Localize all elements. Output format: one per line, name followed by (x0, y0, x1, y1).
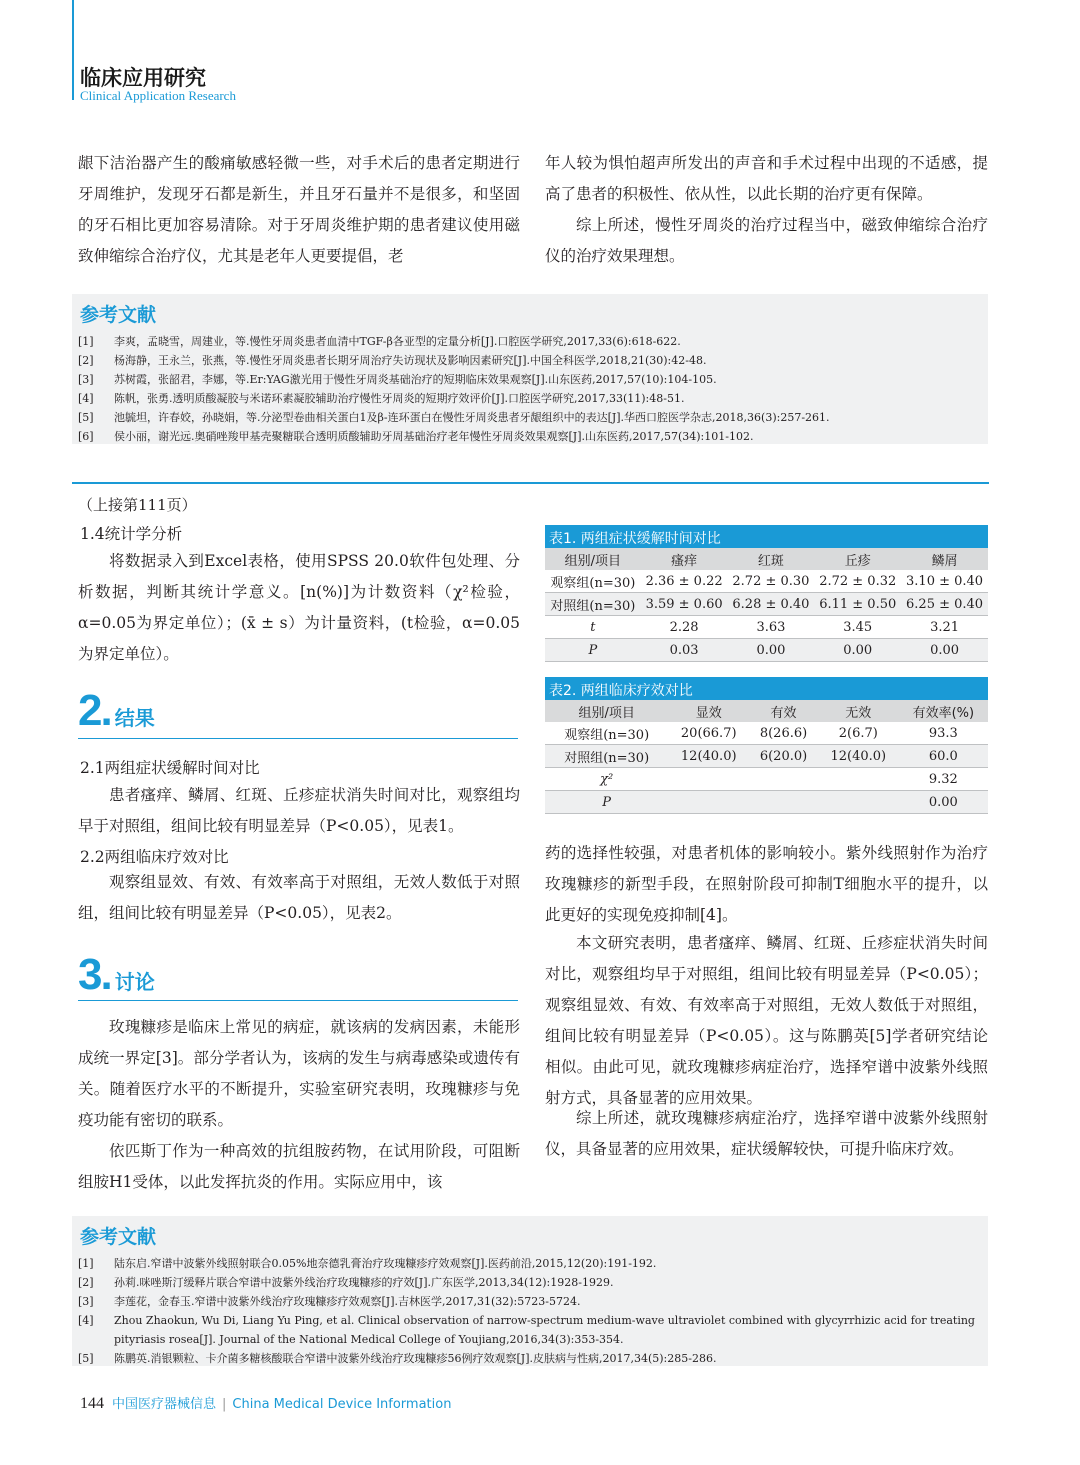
reference-item: [5] 池毓坦，许春姣，孙晓娟，等.分泌型卷曲相关蛋白1及β-连环蛋白在慢性牙周炎患者牙龈组织中的表达[J].华西口腔医学杂志,2018,36(3):257-261. (78, 411, 830, 424)
references-title: 参考文献 (80, 1226, 157, 1248)
table-header: 有效率(%) (899, 700, 988, 722)
reference-item: [3] 李莲花，金春玉.窄谱中波紫外线治疗玫瑰糠疹疗效观察[J].吉林医学,2017,31(32):5723-5724. (78, 1295, 581, 1308)
journal-name-en: China Medical Device Information (232, 1397, 452, 1412)
table-cell: 2(6.7) (818, 722, 899, 745)
table-cell: 6.11 ± 0.50 (814, 593, 901, 616)
table-cell (818, 791, 899, 814)
section-header-en: Clinical Application Research (80, 88, 236, 103)
table-cell: 2.36 ± 0.22 (641, 570, 728, 593)
table-row (545, 745, 988, 768)
table-cell: t (545, 616, 641, 639)
table-cell: P (545, 639, 641, 662)
table-cell: 对照组(n=30) (545, 593, 641, 616)
journal-name-cn: 中国医疗器械信息 (112, 1397, 217, 1412)
footer-separator: | (222, 1397, 227, 1412)
subsection-2-1-text: 患者瘙痒、鳞屑、红斑、丘疹症状消失时间对比，观察组均早于对照组，组间比较有明显差异（P<0.05），见表1。 (78, 786, 520, 835)
table-cell (668, 768, 749, 791)
table-cell: 9.32 (899, 768, 988, 791)
table-cell: 3.59 ± 0.60 (641, 593, 728, 616)
table-cell: 对照组(n=30) (545, 745, 668, 768)
table-row (545, 616, 988, 639)
reference-item: [1] 陆东启.窄谱中波紫外线照射联合0.05%地奈德乳膏治疗玫瑰糠疹疗效观察[J].医药前沿,2015,12(20):191-192. (78, 1257, 657, 1270)
subsection-2-2-title: 2.2两组临床疗效对比 (80, 848, 229, 866)
reference-item: [3] 苏树霞，张韶君，李娜，等.Er:YAG激光用于慢性牙周炎基础治疗的短期临床效果观察[J].山东医药,2017,57(10):104-105. (78, 373, 717, 386)
table-cell: 2.72 ± 0.30 (728, 570, 815, 593)
table-cell: 观察组(n=30) (545, 570, 641, 593)
table-cell: 2.72 ± 0.32 (814, 570, 901, 593)
table-cell: 观察组(n=30) (545, 722, 668, 745)
table-row (545, 639, 988, 662)
references-list-2 (78, 1254, 978, 1368)
reference-item: [2] 杨海静，王永兰，张燕，等.慢性牙周炎患者长期牙周治疗失访现状及影响因素研究[J].中国全科医学,2018,21(30):42-48. (78, 354, 707, 367)
reference-item: [2] 孙莉.咪唑斯汀缓释片联合窄谱中波紫外线治疗玫瑰糠疹的疗效[J].广东医学,2013,34(12):1928-1929. (78, 1276, 614, 1289)
table-header: 无效 (818, 700, 899, 722)
discussion-paragraph-1: 玫瑰糠疹是临床上常见的病症，就该病的发病因素，未能形成统一界定[3]。部分学者认为，该病的发生与病毒感染或遗传有关。随着医疗水平的不断提升，实验室研究表明，玫瑰糠疹与免疫功能有密切的联系。 (78, 1018, 520, 1129)
table-row (545, 722, 988, 745)
top-right-paragraph-2: 综上所述，慢性牙周炎的治疗过程当中，磁致伸缩综合治疗仪的治疗效果理想。 (545, 216, 988, 265)
table-header: 丘疹 (814, 548, 901, 570)
table-cell: 3.10 ± 0.40 (901, 570, 988, 593)
reference-item: [4] 陈帆，张勇.透明质酸凝胶与米诺环素凝胶辅助治疗慢性牙周炎的短期疗效评价[J].口腔医学研究,2017,33(11):48-51. (78, 392, 685, 405)
table-cell: 2.28 (641, 616, 728, 639)
right-paragraph-2: 本文研究表明，患者瘙痒、鳞屑、红斑、丘疹症状消失时间对比，观察组均早于对照组，组间比较有明显差异（P<0.05）；观察组显效、有效、有效率高于对照组，无效人数低于对照组，组间比较有明显差异（P<0.05）。这与陈鹏英[5]学者研究结论相似。由此可见，就玫瑰糠疹病症治疗，选择窄谱中波紫外线照射方式，具备显著的应用效果。 (545, 934, 988, 1107)
references-title: 参考文献 (80, 304, 157, 326)
continued-note: （上接第111页） (78, 496, 197, 514)
table-cell: 12(40.0) (818, 745, 899, 768)
table-cell: 6.25 ± 0.40 (901, 593, 988, 616)
subsection-1-4-title: 1.4统计学分析 (80, 525, 183, 543)
section-2-heading (78, 686, 155, 736)
reference-item: [5] 陈鹏英.消银颗粒、卡介菌多糖核酸联合窄谱中波紫外线治疗玫瑰糠疹56例疗效观察[J].皮肤病与性病,2017,34(5):285-286. (78, 1352, 717, 1365)
table-cell: 60.0 (899, 745, 988, 768)
subsection-2-2-text: 观察组显效、有效、有效率高于对照组，无效人数低于对照组，组间比较有明显差异（P<0.05），见表2。 (78, 873, 520, 922)
section-title: 结果 (114, 706, 155, 730)
reference-item: [6] 侯小丽，谢光远.奥硝唑羧甲基壳聚糖联合透明质酸辅助牙周基础治疗老年慢性牙周炎效果观察[J].山东医药,2017,57(34):101-102. (78, 430, 754, 443)
header-accent-line (72, 0, 74, 100)
section-number: 2. (78, 686, 111, 735)
table-cell: 0.00 (901, 639, 988, 662)
table-cell: 8(26.6) (749, 722, 818, 745)
subsection-1-4-text: 将数据录入到Excel表格，使用SPSS 20.0软件包处理、分析数据，判断其统计学意义。[n(%)]为计数资料（χ²检验，α=0.05为界定单位）；(x̄ ± s）为计量资料，(t检验，α=0.05为界定单位）。 (78, 552, 520, 663)
table-cell (749, 768, 818, 791)
page-number: 144 (80, 1395, 104, 1412)
table-cell: 6(20.0) (749, 745, 818, 768)
table-cell: 0.00 (728, 639, 815, 662)
table-cell: 20(66.7) (668, 722, 749, 745)
references-box-1 (72, 294, 988, 444)
reference-item: [4] Zhou Zhaokun, Wu Di, Liang Yu Ping, et al. Clinical observation of narrow-spectrum medium-wave ultraviolet combined with glycyrrhizic acid for treating pityriasis rosea[J]. Journal of the National Medical College of Youjiang,2016,34(3):353-354. (78, 1314, 975, 1346)
table-cell: 0.00 (899, 791, 988, 814)
table-row (545, 791, 988, 814)
section-underline (78, 738, 518, 739)
table-cell: 3.63 (728, 616, 815, 639)
section-title: 讨论 (114, 970, 155, 994)
table-cell: P (545, 791, 668, 814)
table-2-caption: 表2. 两组临床疗效对比 (545, 677, 988, 700)
references-list-1 (78, 332, 978, 446)
table-row (545, 768, 988, 791)
table-cell (818, 768, 899, 791)
table-header: 瘙痒 (641, 548, 728, 570)
top-left-paragraph: 龈下洁治器产生的酸痛敏感轻微一些，对手术后的患者定期进行牙周维护，发现牙石都是新生，并且牙石量并不是很多，和坚固的牙石相比更加容易清除。对于牙周炎维护期的患者建议使用磁致伸缩综合治疗仪，尤其是老年人更要提倡，老 (78, 154, 520, 265)
table-row (545, 570, 988, 593)
table-cell: 12(40.0) (668, 745, 749, 768)
table-header: 组别/项目 (545, 548, 641, 570)
table-cell: 3.21 (901, 616, 988, 639)
right-paragraph-3: 综上所述，就玫瑰糠疹病症治疗，选择窄谱中波紫外线照射仪，具备显著的应用效果，症状缓解较快，可提升临床疗效。 (545, 1109, 988, 1158)
table-cell: 93.3 (899, 722, 988, 745)
table-header: 鳞屑 (901, 548, 988, 570)
table-cell: 3.45 (814, 616, 901, 639)
section-divider (72, 482, 989, 484)
table-header: 显效 (668, 700, 749, 722)
subsection-2-1-title: 2.1两组症状缓解时间对比 (80, 759, 260, 777)
page-footer (80, 1393, 451, 1413)
section-underline (78, 1000, 518, 1001)
table-header: 组别/项目 (545, 700, 668, 722)
top-right-paragraph-1: 年人较为惧怕超声所发出的声音和手术过程中出现的不适感，提高了患者的积极性、依从性，以此长期的治疗更有保障。 (545, 154, 988, 203)
table-header: 有效 (749, 700, 818, 722)
right-paragraph-1: 药的选择性较强，对患者机体的影响较小。紫外线照射作为治疗玫瑰糠疹的新型手段，在照射阶段可抑制T细胞水平的提升，以此更好的实现免疫抑制[4]。 (545, 844, 988, 924)
table-cell (668, 791, 749, 814)
section-header-cn: 临床应用研究 (80, 66, 206, 90)
discussion-paragraph-2: 依匹斯丁作为一种高效的抗组胺药物，在试用阶段，可阻断组胺H1受体，以此发挥抗炎的作用。实际应用中，该 (78, 1142, 520, 1191)
table-cell (749, 791, 818, 814)
table-cell: χ² (545, 768, 668, 791)
section-3-heading (78, 950, 155, 1000)
table-row (545, 593, 988, 616)
table-2 (545, 677, 988, 814)
references-box-2 (72, 1216, 988, 1366)
table-1-caption: 表1. 两组症状缓解时间对比 (545, 525, 988, 548)
table-cell: 0.03 (641, 639, 728, 662)
table-header: 红斑 (728, 548, 815, 570)
table-1 (545, 525, 988, 662)
reference-item: [1] 李爽，孟晓雪，周建业，等.慢性牙周炎患者血清中TGF-β各亚型的定量分析[J].口腔医学研究,2017,33(6):618-622. (78, 335, 681, 348)
table-cell: 6.28 ± 0.40 (728, 593, 815, 616)
table-cell: 0.00 (814, 639, 901, 662)
section-number: 3. (78, 950, 111, 999)
